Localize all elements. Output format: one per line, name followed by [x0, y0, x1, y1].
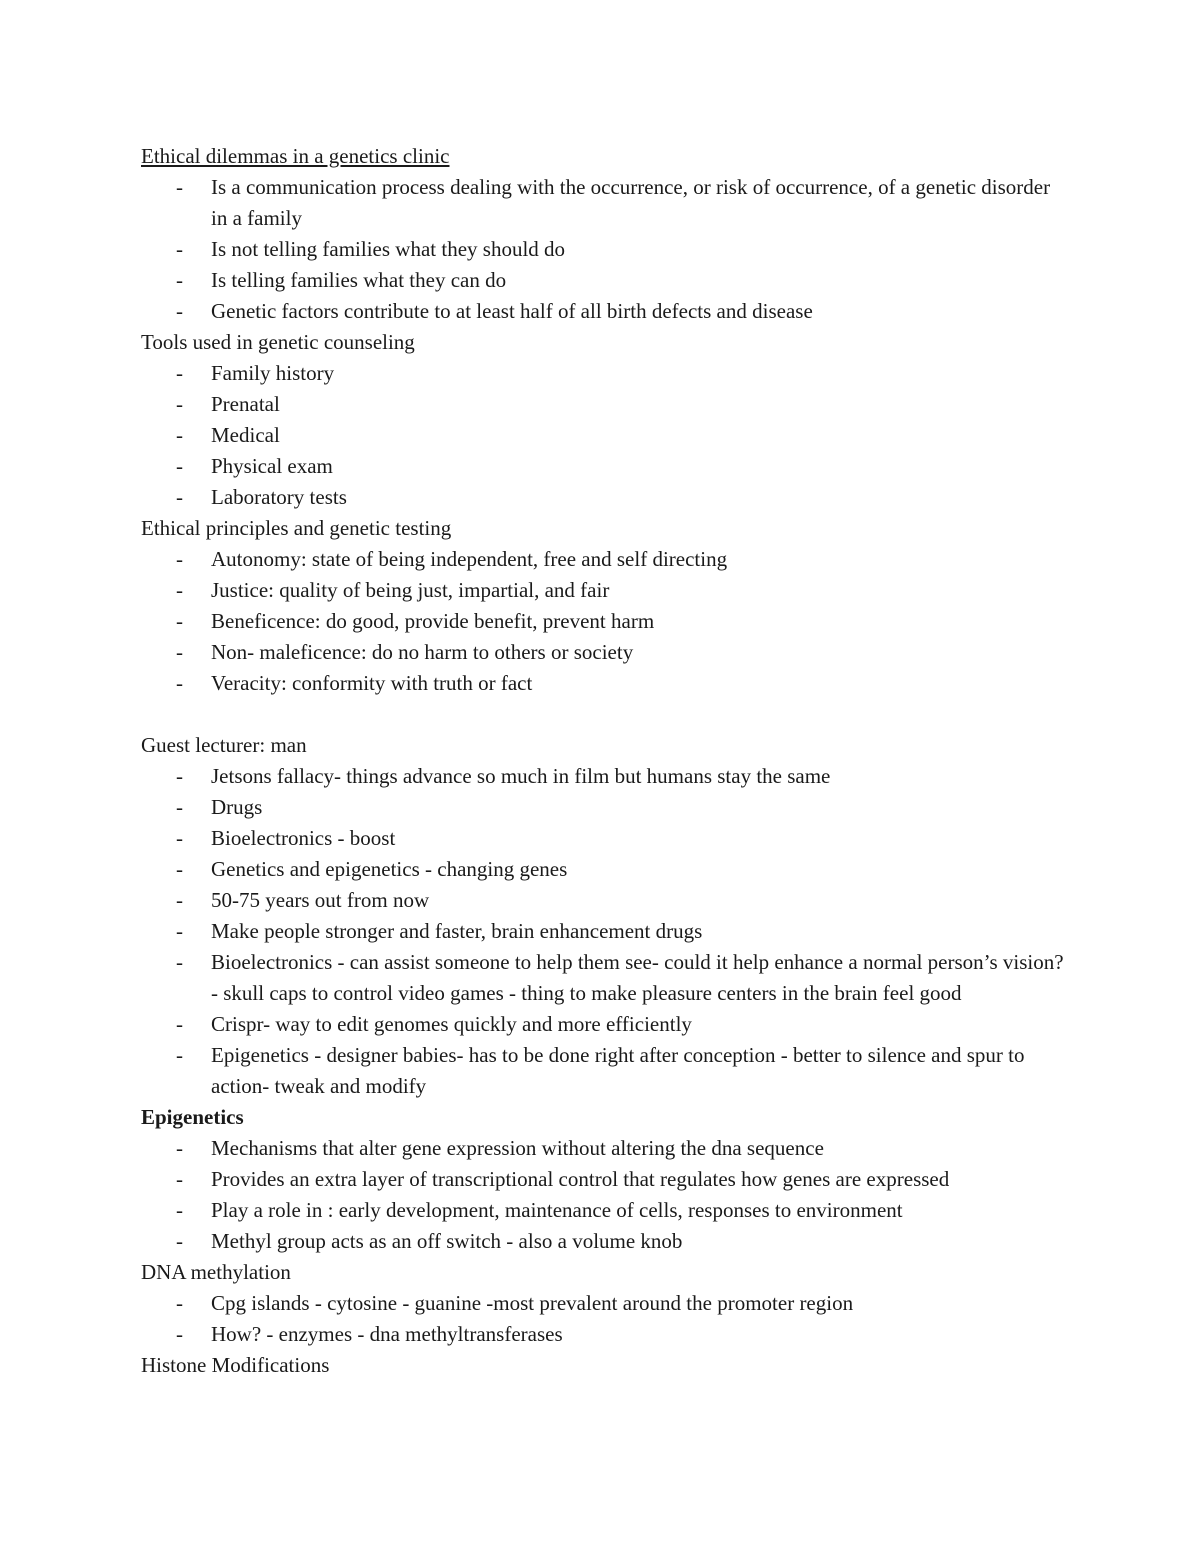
list-item	[141, 544, 1071, 575]
dash-bullet-icon: -	[176, 392, 183, 416]
list-item-text: Justice: quality of being just, impartial, and fair	[211, 578, 610, 602]
list-item	[141, 1133, 1071, 1164]
list-item	[141, 792, 1071, 823]
list-item	[141, 1288, 1071, 1319]
list-item-text: Bioelectronics - can assist someone to help them see- could it help enhance a normal person’s vision? - skull caps to control video games - thing to make pleasure centers in the brain feel good	[211, 950, 1064, 1005]
dash-bullet-icon: -	[176, 1136, 183, 1160]
list-item	[141, 172, 1071, 234]
bullet-list	[141, 172, 1071, 327]
dash-bullet-icon: -	[176, 640, 183, 664]
list-item-text: Epigenetics - designer babies- has to be done right after conception - better to silence and spur to action- tweak and modify	[211, 1043, 1025, 1098]
dash-bullet-icon: -	[176, 1012, 183, 1036]
bullet-list	[141, 761, 1071, 1102]
section-heading	[141, 141, 1071, 172]
section-heading-text: Epigenetics	[141, 1105, 244, 1129]
bullet-list	[141, 1288, 1071, 1350]
list-item-text: Crispr- way to edit genomes quickly and more efficiently	[211, 1012, 692, 1036]
list-item-text: Cpg islands - cytosine - guanine -most prevalent around the promoter region	[211, 1291, 854, 1315]
list-item	[141, 885, 1071, 916]
list-item-text: Make people stronger and faster, brain enhancement drugs	[211, 919, 703, 943]
list-item-text: Is telling families what they can do	[211, 268, 507, 292]
list-item-text: Drugs	[211, 795, 263, 819]
dash-bullet-icon: -	[176, 1198, 183, 1222]
list-item	[141, 1009, 1071, 1040]
list-item	[141, 1226, 1071, 1257]
dash-bullet-icon: -	[176, 857, 183, 881]
dash-bullet-icon: -	[176, 950, 183, 974]
document-body	[141, 141, 1071, 1381]
list-item-text: Genetic factors contribute to at least half of all birth defects and disease	[211, 299, 813, 323]
section-heading-text: Ethical dilemmas in a genetics clinic	[141, 144, 450, 168]
dash-bullet-icon: -	[176, 919, 183, 943]
section-heading-text: Ethical principles and genetic testing	[141, 516, 452, 540]
list-item	[141, 637, 1071, 668]
section-heading-text: Histone Modifications	[141, 1353, 330, 1377]
dash-bullet-icon: -	[176, 299, 183, 323]
list-item	[141, 451, 1071, 482]
list-item-text: Physical exam	[211, 454, 333, 478]
dash-bullet-icon: -	[176, 826, 183, 850]
list-item-text: Autonomy: state of being independent, free and self directing	[211, 547, 728, 571]
section-heading	[141, 327, 1071, 358]
list-item	[141, 761, 1071, 792]
bullet-list	[141, 358, 1071, 513]
list-item-text: How? - enzymes - dna methyltransferases	[211, 1322, 563, 1346]
list-item-text: Family history	[211, 361, 335, 385]
list-item	[141, 358, 1071, 389]
bullet-list	[141, 544, 1071, 699]
list-item	[141, 265, 1071, 296]
list-item	[141, 389, 1071, 420]
section-heading	[141, 730, 1071, 761]
list-item-text: Prenatal	[211, 392, 280, 416]
dash-bullet-icon: -	[176, 454, 183, 478]
list-item-text: Genetics and epigenetics - changing genes	[211, 857, 568, 881]
list-item	[141, 947, 1071, 1009]
list-item	[141, 668, 1071, 699]
dash-bullet-icon: -	[176, 1167, 183, 1191]
dash-bullet-icon: -	[176, 175, 183, 199]
list-item	[141, 1319, 1071, 1350]
dash-bullet-icon: -	[176, 888, 183, 912]
list-item	[141, 420, 1071, 451]
section-heading-text: Tools used in genetic counseling	[141, 330, 415, 354]
list-item-text: Is a communication process dealing with the occurrence, or risk of occurrence, of a genetic disorder in a family	[211, 175, 1051, 230]
list-item-text: Bioelectronics - boost	[211, 826, 396, 850]
dash-bullet-icon: -	[176, 237, 183, 261]
section-heading	[141, 1257, 1071, 1288]
list-item-text: Laboratory tests	[211, 485, 347, 509]
blank-line	[141, 699, 1071, 730]
dash-bullet-icon: -	[176, 795, 183, 819]
list-item	[141, 296, 1071, 327]
list-item	[141, 575, 1071, 606]
list-item	[141, 1040, 1071, 1102]
list-item-text: Play a role in : early development, maintenance of cells, responses to environment	[211, 1198, 903, 1222]
dash-bullet-icon: -	[176, 423, 183, 447]
list-item-text: Veracity: conformity with truth or fact	[211, 671, 533, 695]
dash-bullet-icon: -	[176, 578, 183, 602]
bullet-list	[141, 1133, 1071, 1257]
list-item-text: Non- maleficence: do no harm to others or society	[211, 640, 634, 664]
dash-bullet-icon: -	[176, 361, 183, 385]
dash-bullet-icon: -	[176, 485, 183, 509]
list-item-text: Beneficence: do good, provide benefit, prevent harm	[211, 609, 655, 633]
dash-bullet-icon: -	[176, 268, 183, 292]
section-heading	[141, 513, 1071, 544]
list-item	[141, 606, 1071, 637]
list-item-text: Medical	[211, 423, 280, 447]
list-item-text: Provides an extra layer of transcriptional control that regulates how genes are expressed	[211, 1167, 950, 1191]
dash-bullet-icon: -	[176, 547, 183, 571]
list-item-text: 50-75 years out from now	[211, 888, 430, 912]
dash-bullet-icon: -	[176, 1291, 183, 1315]
list-item	[141, 854, 1071, 885]
section-heading	[141, 1102, 1071, 1133]
list-item	[141, 482, 1071, 513]
dash-bullet-icon: -	[176, 1322, 183, 1346]
list-item	[141, 234, 1071, 265]
list-item	[141, 823, 1071, 854]
list-item	[141, 1195, 1071, 1226]
section-heading	[141, 1350, 1071, 1381]
list-item-text: Mechanisms that alter gene expression without altering the dna sequence	[211, 1136, 824, 1160]
section-heading-text: DNA methylation	[141, 1260, 291, 1284]
section-heading-text: Guest lecturer: man	[141, 733, 307, 757]
dash-bullet-icon: -	[176, 609, 183, 633]
dash-bullet-icon: -	[176, 671, 183, 695]
dash-bullet-icon: -	[176, 1043, 183, 1067]
list-item-text: Methyl group acts as an off switch - also a volume knob	[211, 1229, 683, 1253]
list-item-text: Is not telling families what they should do	[211, 237, 566, 261]
list-item	[141, 916, 1071, 947]
list-item	[141, 1164, 1071, 1195]
dash-bullet-icon: -	[176, 1229, 183, 1253]
dash-bullet-icon: -	[176, 764, 183, 788]
list-item-text: Jetsons fallacy- things advance so much in film but humans stay the same	[211, 764, 831, 788]
